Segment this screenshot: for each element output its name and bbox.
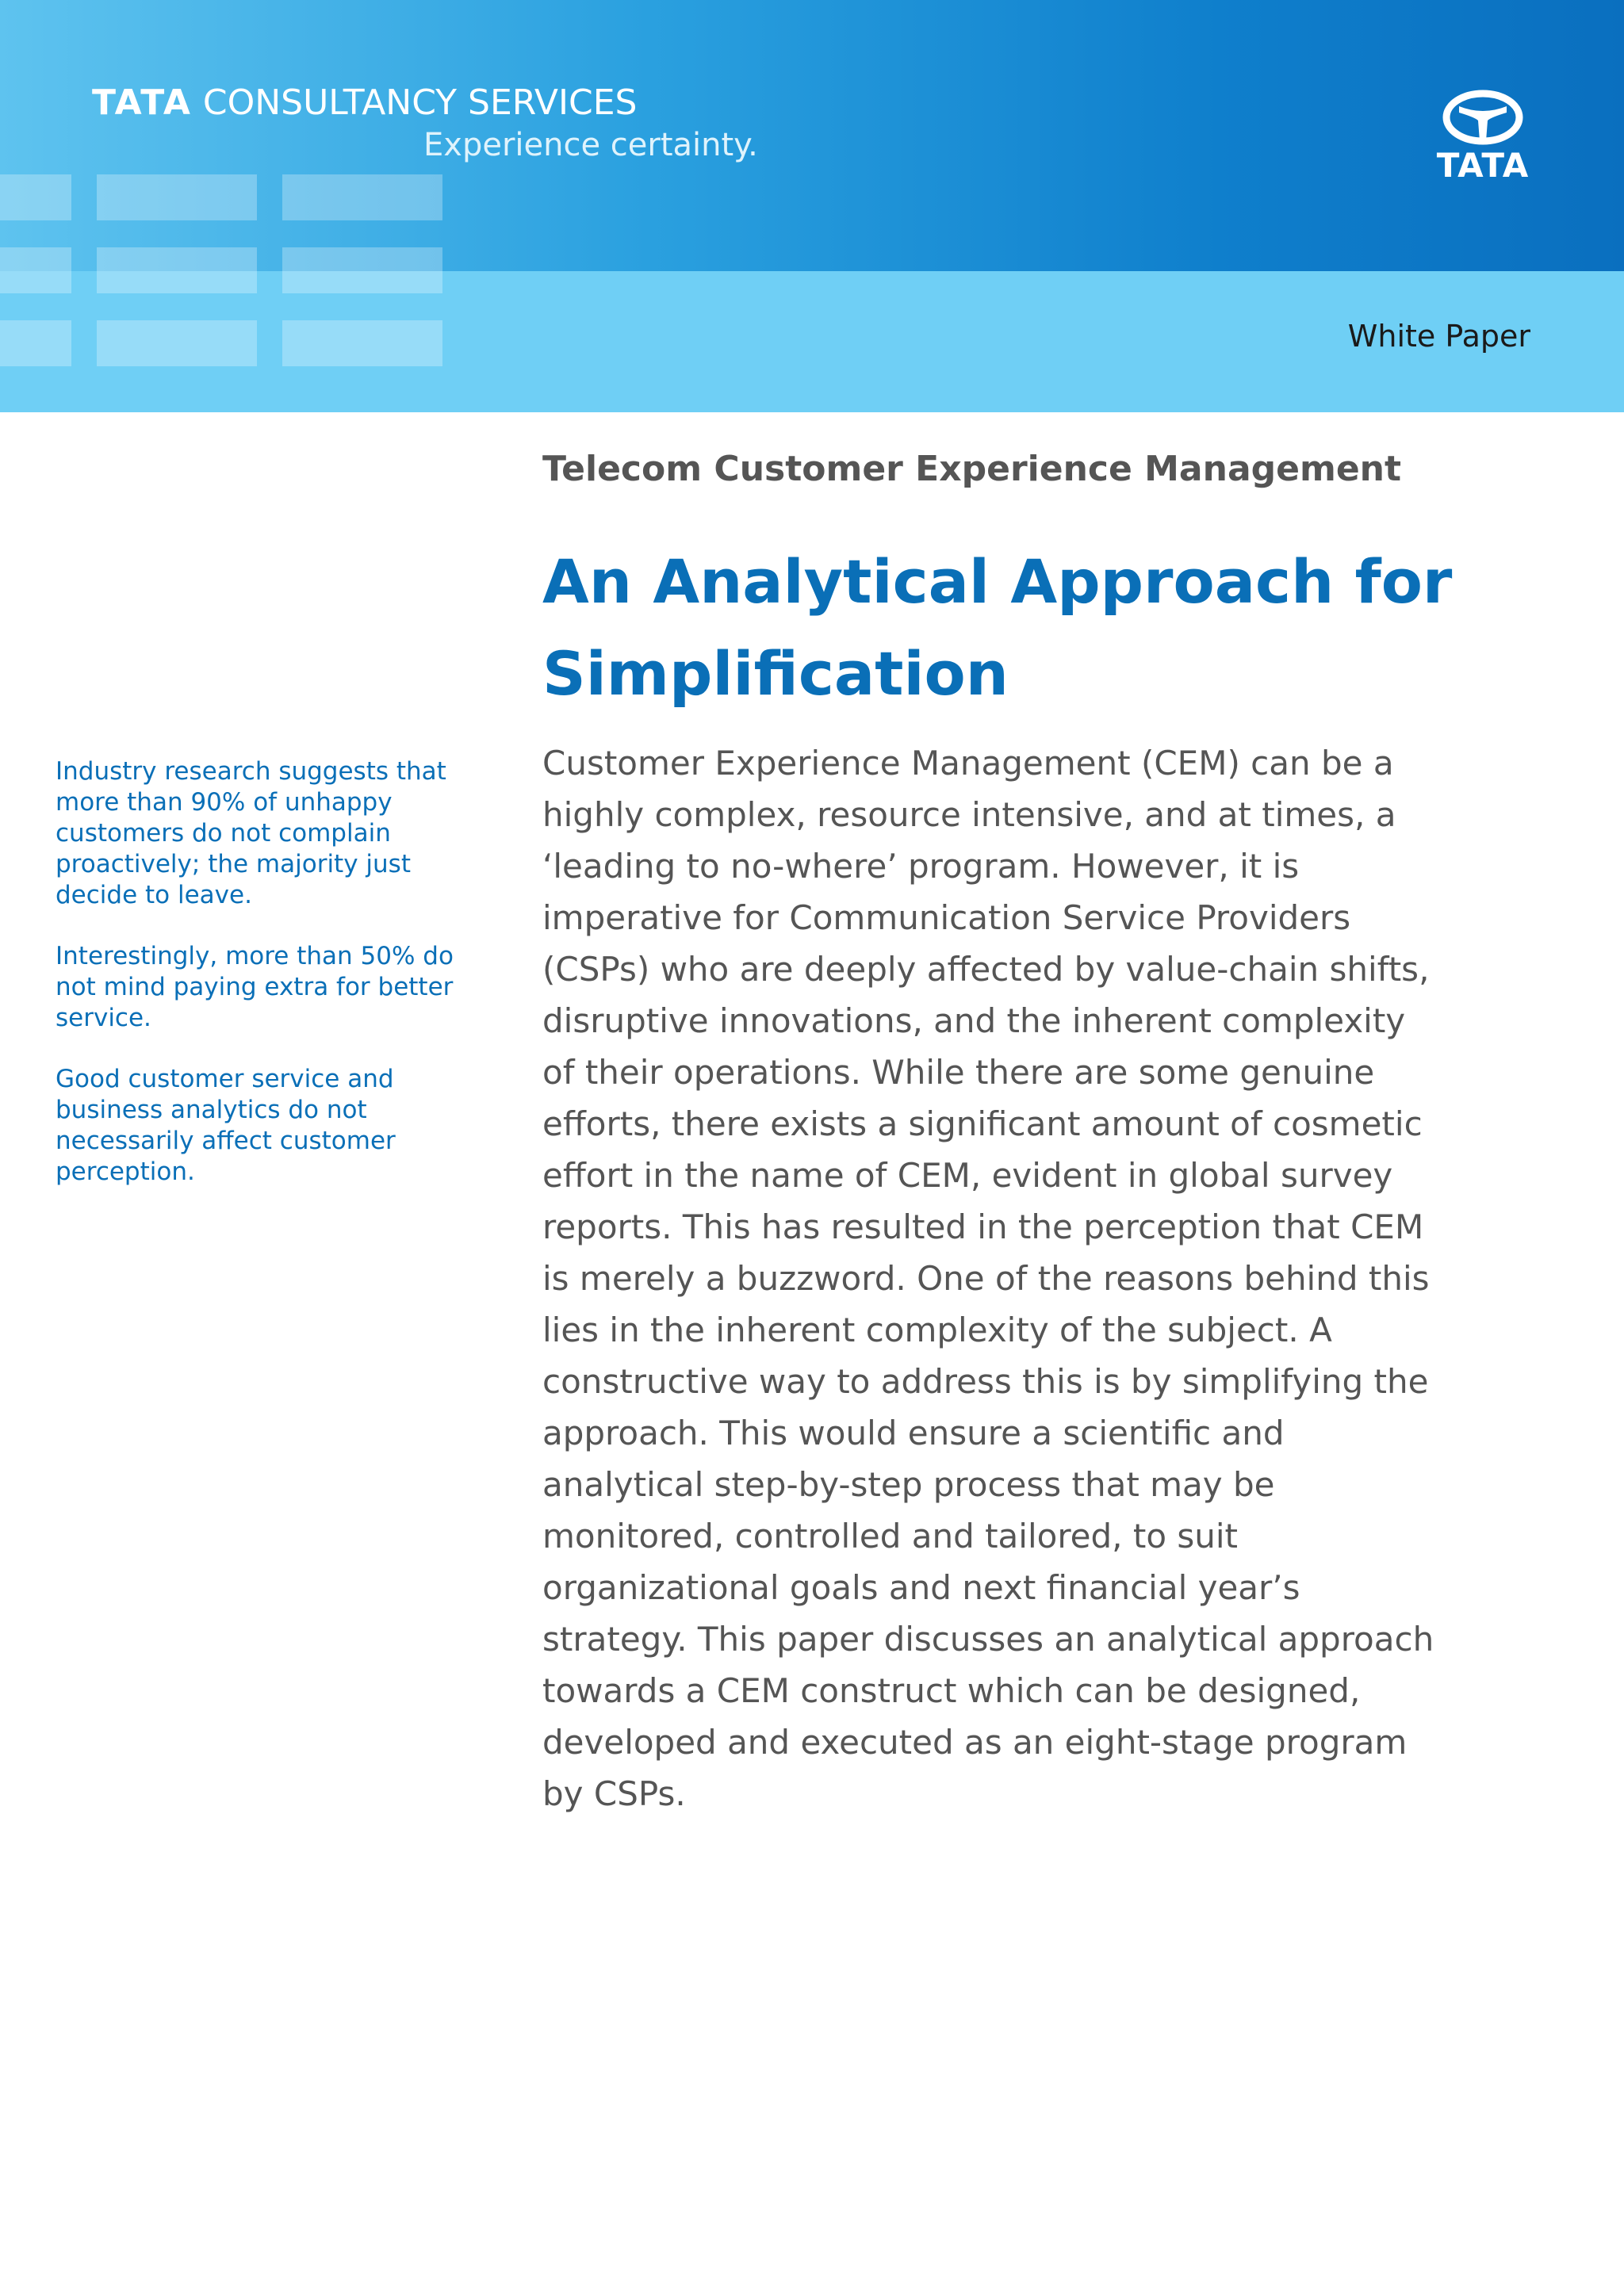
decor-tile <box>97 320 257 366</box>
decor-tile <box>282 320 442 366</box>
tagline: Experience certainty. <box>423 127 758 163</box>
sidebar-note: Industry research suggests that more than 90% of unhappy customers do not complain proactively; the majority just decide to leave. <box>56 757 446 909</box>
document-title: An Analytical Approach for Simplification <box>542 546 1453 709</box>
header-banner <box>0 0 1624 412</box>
decor-tile <box>282 247 442 293</box>
document-subtitle: Telecom Customer Experience Management <box>542 449 1402 489</box>
brand-tata: TATA <box>92 82 192 123</box>
tata-logo-word: TATA <box>1436 146 1530 185</box>
sidebar-notes <box>56 756 484 1218</box>
decor-tile <box>282 174 442 220</box>
sidebar-note: Interestingly, more than 50% do not mind paying extra for better service. <box>56 942 454 1032</box>
decor-tile <box>0 320 71 366</box>
decor-tile <box>0 247 71 293</box>
abstract-paragraph: Customer Experience Management (CEM) can be a highly complex, resource intensive, and at times, a ‘leading to no-where’ program. However, it is imperative for Communication Service Providers (CSPs) who are deeply affected by value-chain shifts, disruptive innovations, and the inherent complexity of their operations. While there are some genuine efforts, there exists a significant amount of cosmetic effort in the name of CEM, evident in global survey reports. This has resulted in the perception that CEM is merely a buzzword. One of the reasons behind this lies in the inherent complexity of the subject. A constructive way to address this is by simplifying the approach. This would ensure a scientific and analytical step-by-step process that may be monitored, controlled and tailored, to suit organizational goals and next financial year’s strategy. This paper discusses an analytical approach towards a CEM construct which can be designed, developed and executed as an eight-stage program by CSPs. <box>542 744 1434 1813</box>
brand-name <box>92 82 637 123</box>
decor-tile <box>97 174 257 220</box>
decor-tile <box>0 174 71 220</box>
decor-tile <box>97 247 257 293</box>
sidebar-note: Good customer service and business analytics do not necessarily affect customer perception. <box>56 1065 396 1186</box>
brand-consultancy: CONSULTANCY SERVICES <box>202 82 638 123</box>
document-type: White Paper <box>1347 319 1530 354</box>
